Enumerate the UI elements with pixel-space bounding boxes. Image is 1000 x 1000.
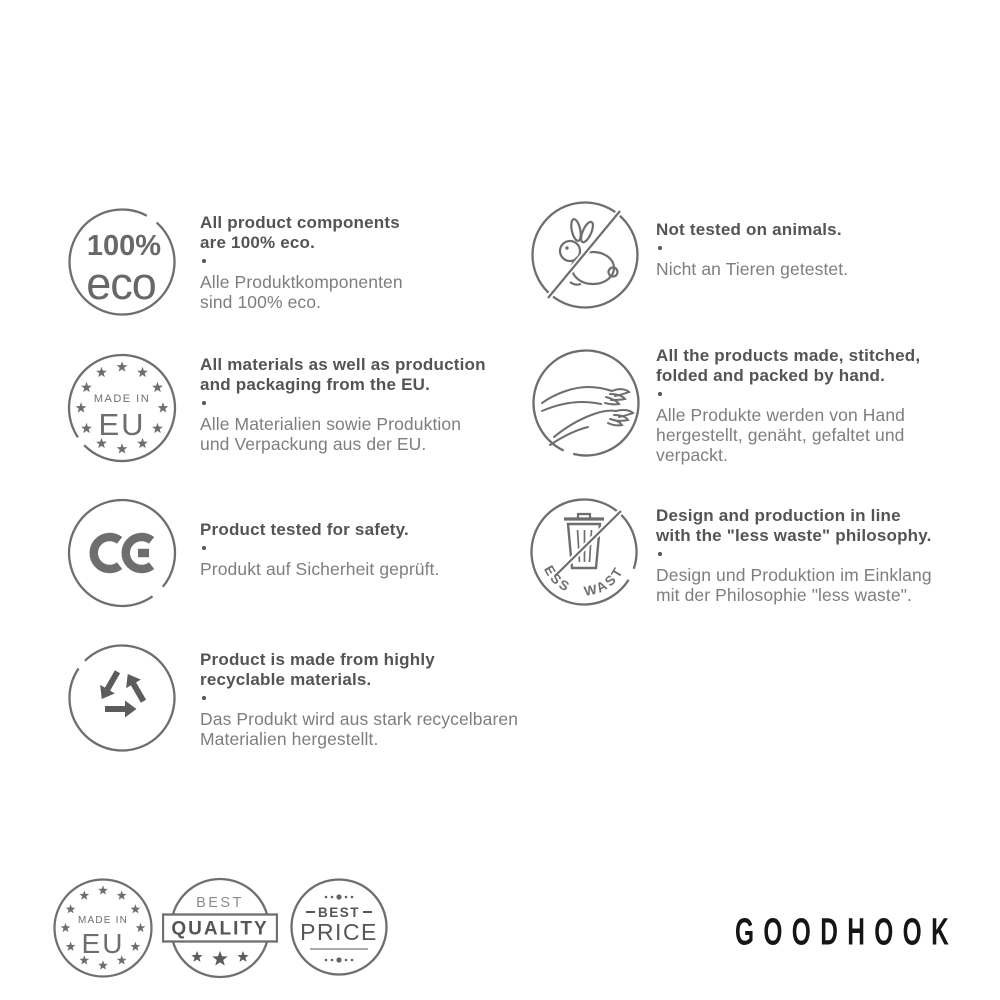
made-in-label: MADE IN [93, 393, 151, 405]
ce-glyph [94, 537, 152, 569]
goodhook-logo: GOODHOOK [735, 911, 959, 954]
made-in-eu-badge-icon [66, 352, 178, 464]
recyclable-de-line1: Das Produkt wird aus stark recycelbaren [200, 708, 519, 729]
footer-best-quality-badge [162, 875, 278, 981]
price-label: PRICE [300, 919, 378, 945]
separator-dot [202, 259, 206, 263]
separator-dot [658, 392, 662, 396]
eu-en-line2: and packaging from the EU. [200, 375, 431, 394]
handmade-de-line1: Alle Produkte werden von Hand [656, 404, 906, 425]
handmade-text [656, 346, 920, 465]
price-best-label: BEST [317, 905, 361, 920]
animals-en-line1: Not tested on animals. [656, 220, 842, 239]
slash-line [555, 511, 621, 576]
less-waste-text [656, 506, 932, 605]
ce-mark-icon [66, 497, 178, 609]
handmade-de-line3: verpackt. [656, 444, 728, 465]
eco-en-line2: are 100% eco. [200, 233, 316, 252]
eco-de-line2: sind 100% eco. [200, 291, 322, 312]
separator-dot [202, 401, 206, 405]
handmade-en-line1: All the products made, stitched, [656, 346, 921, 365]
less-waste-curved-label: LESS WASTE [540, 540, 627, 600]
eco-text [200, 213, 403, 312]
handmade-de-line2: hergestellt, genäht, gefaltet und [656, 424, 905, 445]
footer-eu-label: EU [81, 928, 125, 959]
eu-en-line1: All materials as well as production [200, 355, 486, 374]
handmade-en-line2: folded and packed by hand. [656, 366, 886, 385]
recycle-arrows-glyph [94, 668, 150, 718]
separator-dot [658, 246, 662, 250]
recyclable-en-line1: Product is made from highly [200, 650, 435, 669]
quality-label: QUALITY [171, 918, 269, 940]
eu-de-line2: und Verpackung aus der EU. [200, 433, 427, 454]
recyclable-de-line2: Materialien hergestellt. [200, 728, 379, 749]
less-waste-badge-icon [528, 496, 640, 608]
dots-ornament-bottom [325, 957, 354, 962]
dots-ornament-top [325, 894, 354, 899]
separator-dot [202, 546, 206, 550]
separator-dot [202, 696, 206, 700]
lesswaste-de-line2: mit der Philosophie "less waste". [656, 584, 912, 605]
three-stars [191, 951, 248, 966]
separator-dot [658, 552, 662, 556]
hands-glyph [542, 387, 633, 445]
eco-word-label: eco [86, 258, 156, 309]
handmade-icon [530, 347, 642, 459]
safety-de-line1: Produkt auf Sicherheit geprüft. [200, 558, 440, 579]
recyclable-en-line2: recyclable materials. [200, 670, 372, 689]
recyclable-text [200, 650, 518, 749]
eco-en-line1: All product components [200, 213, 400, 232]
made-in-eu-text [200, 355, 486, 454]
slash-line [548, 211, 620, 298]
eu-de-line1: Alle Materialien sowie Produktion [200, 413, 462, 434]
recyclable-icon [66, 642, 178, 754]
footer-made-in-label: MADE IN [77, 915, 129, 926]
eu-label: EU [98, 407, 146, 442]
animals-de-line1: Nicht an Tieren getestet. [656, 258, 849, 279]
best-label: BEST [196, 895, 244, 911]
lesswaste-de-line1: Design und Produktion im Einklang [656, 564, 932, 585]
footer-made-in-eu-badge [52, 877, 154, 979]
safety-text [200, 520, 440, 579]
no-animal-testing-text [656, 220, 848, 279]
lesswaste-en-line1: Design and production in line [656, 506, 901, 525]
safety-en-line1: Product tested for safety. [200, 520, 409, 539]
eco-percent-label: 100% [86, 230, 162, 262]
footer-best-price-badge [289, 877, 389, 977]
eco-100-badge-icon [67, 207, 177, 317]
lesswaste-en-line2: with the "less waste" philosophy. [656, 526, 932, 545]
eco-de-line1: Alle Produktkomponenten [200, 271, 403, 292]
no-animal-testing-icon [529, 199, 641, 311]
